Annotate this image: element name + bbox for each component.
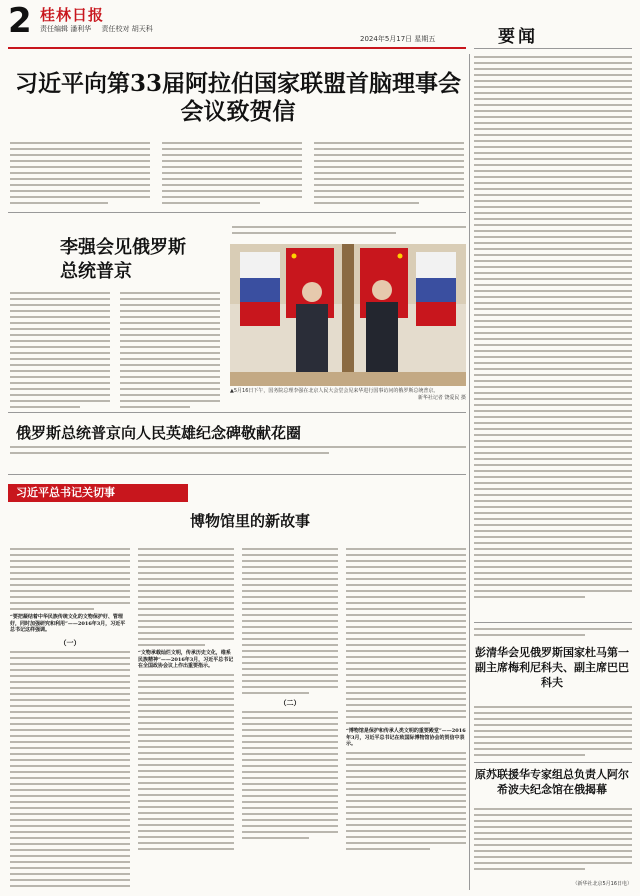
meeting-photo <box>230 244 466 386</box>
proofreader-name: 责任校对 胡天科 <box>101 25 153 33</box>
putin-meeting-body-col-1 <box>10 292 110 412</box>
photo-credit: 新华社记者 饶爱民 摄 <box>417 394 466 401</box>
lead-body-col-2 <box>162 142 302 208</box>
editor-line <box>40 24 161 34</box>
page-header <box>0 0 640 46</box>
putin-wreath-body <box>10 446 466 458</box>
newspaper-logo: 桂林日报 <box>40 6 105 24</box>
column-divider <box>469 54 470 890</box>
lead-body-col-1 <box>10 142 150 208</box>
divider <box>8 474 466 475</box>
putin-meeting-headline: 李强会见俄罗斯总统普京 <box>60 237 186 283</box>
museum-col-2 <box>138 548 234 888</box>
museum-section-1: （一） <box>59 637 81 647</box>
museum-headline: 博物馆里的新故事 <box>189 512 310 530</box>
photo-caption <box>230 388 466 401</box>
divider <box>8 212 466 213</box>
right-article-2-body <box>474 706 632 760</box>
lead-headline: 习近平向第33届阿拉伯国家联盟首脑理事会会议致贺信 <box>14 70 461 125</box>
news-credit: （新华社北京5月16日电） <box>572 881 632 887</box>
page-number: 2 <box>8 1 32 41</box>
museum-quote-3: “博物馆是保护和传承人类文明的重要殿堂”——2016年3月，习近平总书记在致国际博物馆协会的贺信中表示。 <box>346 728 466 747</box>
section-title: 要闻 <box>498 27 538 47</box>
right-article-1-body <box>474 56 632 602</box>
lead-body-col-3 <box>314 142 464 208</box>
museum-col-1 <box>10 548 130 888</box>
right-article-2-lead <box>474 628 632 640</box>
divider <box>474 622 632 623</box>
putin-meeting-body-top <box>232 226 466 238</box>
issue-date: 2024年5月17日 星期五 <box>360 35 436 43</box>
right-article-3-body <box>474 808 632 874</box>
divider <box>8 412 466 413</box>
museum-section-2: （二） <box>279 698 301 707</box>
museum-quote-1: “要把凝结着中华民族传统文化的文物保护好、管理好，同时加强研究和利用”——2016年3月，习近平总书记这样强调。 <box>10 614 126 633</box>
meeting-photo-illustration <box>230 244 466 386</box>
putin-meeting-body-col-2 <box>120 292 220 412</box>
photo-caption-text: ▲5月16日下午，国务院总理李强在北京人民大会堂会见来华进行国事访问的俄罗斯总统普京。 <box>230 388 439 394</box>
editor-name: 责任编辑 潘利华 <box>40 25 92 33</box>
putin-wreath-headline: 俄罗斯总统普京向人民英雄纪念碑敬献花圈 <box>16 424 302 442</box>
museum-col-3 <box>242 548 338 888</box>
right-header-rule <box>474 48 632 49</box>
museum-col-4 <box>346 548 466 888</box>
right-headline-meeting: 彭清华会见俄罗斯国家杜马第一副主席梅利尼科夫、副主席巴巴科夫 <box>475 646 629 689</box>
museum-quote-2: “文物承载灿烂文明，传承历史文化，维系民族精神”——2016年3月，习近平总书记在全国政协会议上作出重要指示。 <box>138 650 234 669</box>
header-rule <box>8 47 466 49</box>
divider <box>474 762 632 763</box>
column-banner: 习近平总书记关切事 <box>8 484 188 502</box>
right-headline-exchange: 原苏联援华专家组总负责人阿尔希波夫纪念馆在俄揭幕 <box>475 768 629 796</box>
